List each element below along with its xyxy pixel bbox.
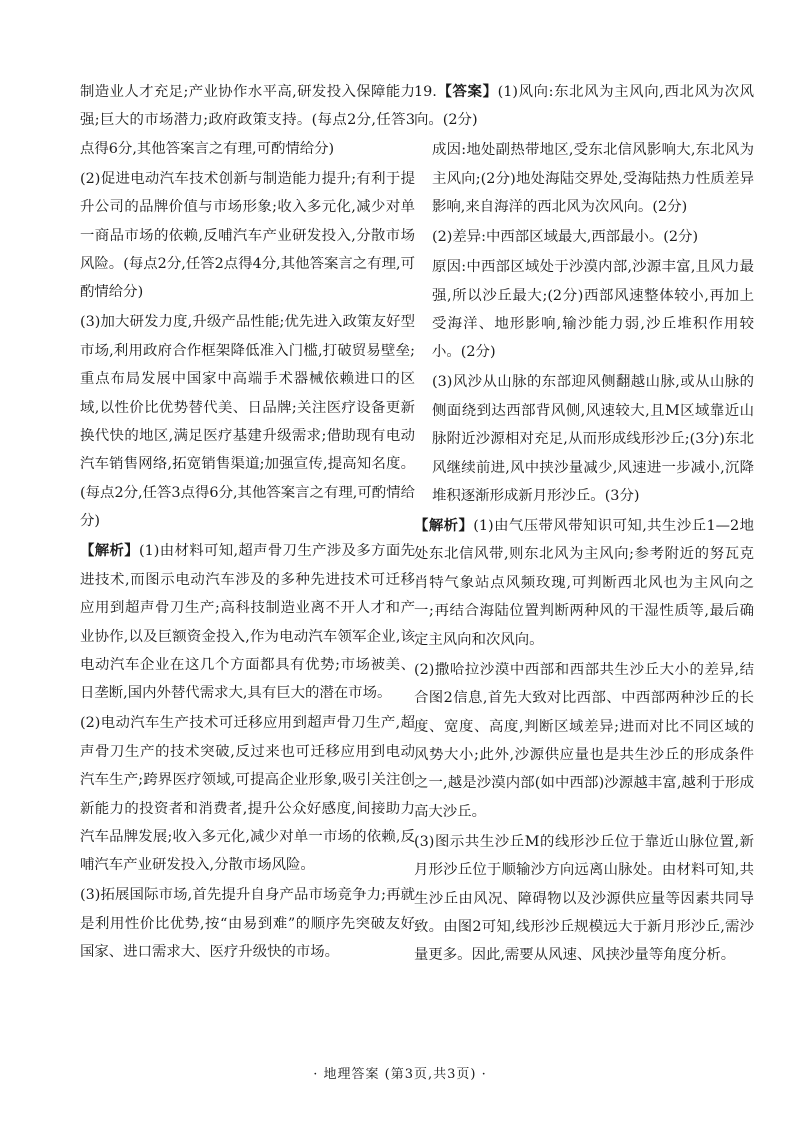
question-number: 19. xyxy=(414,84,437,100)
answer-paragraph: (3)加大研发力度,升级产品性能;优先进入政策友好型市场,利用政府合作框架降低准入门槛,打破贸易壁垒;重点布局发展中国家中高端手术器械依赖进口的区域,以性价比优势替代美、日品牌;关注医疗设备更新换代快的地区,满足医疗基建升级需求;借助现有电动汽车销售网络,拓宽销售渠道;加强宣传,提高知名度。(每点2分,任答3点得6分,其他答案言之有理,可酌情给分) xyxy=(80,314,415,530)
answer-text: (1)风向:东北风为主风向,西北风为次风向。(2分) xyxy=(414,84,754,129)
analysis-paragraph: (3)图示共生沙丘M的线形沙丘位于靠近山脉位置,新月形沙丘位于顺输沙方向远离山脉处。由材料可知,共生沙丘由风况、障碍物以及沙源供应量等因素共同导致。由图2可知,线形沙丘规模远大于新月形沙丘,需沙量更多。因此,需要从风速、风挟沙量等角度分析。 xyxy=(414,833,754,964)
analysis-text: (1)由材料可知,超声骨刀生产涉及多方面先进技术,而图示电动汽车涉及的多种先进技术可迁移应用到超声骨刀生产;高科技制造业离不开人才和产业协作,以及巨额资金投入,作为电动汽车领军企业,该电动汽车企业在这几个方面都具有优势;市场被美、日垄断,国内外替代需求大,具有巨大的潜在市场。 xyxy=(80,543,415,702)
answer-paragraph: (3)风沙从山脉的东部迎风侧翻越山脉,或从山脉的侧面绕到达西部背风侧,风速较大,且M区域靠近山脉附近沙源相对充足,从而形成线形沙丘;(3分)东北风继续前进,风中挟沙量减少,风速进一步减小,沉降堆积逐渐形成新月形沙丘。(3分) xyxy=(432,374,754,505)
analysis-tag: 【解析】 xyxy=(414,517,474,535)
page-footer: · 地理答案 (第3页,共3页) · xyxy=(313,1067,487,1082)
right-column xyxy=(414,78,754,971)
answer-tag: 【答案】 xyxy=(436,83,498,100)
analysis-paragraph xyxy=(414,512,754,654)
question-answer-heading xyxy=(414,78,754,135)
analysis-paragraph: (3)拓展国际市场,首先提升自身产品市场竞争力;再就是利用性价比优势,按“由易到难”的顺序先突破友好国家、进口需求大、医疗升级快的市场。 xyxy=(80,887,415,961)
answer-paragraph: 成因:地处副热带地区,受东北信风影响大,东北风为主风向;(2分)地处海陆交界处,受海陆热力性质差异影响,来自海洋的西北风为次风向。(2分) xyxy=(432,142,754,216)
answer-paragraph: (2)促进电动汽车技术创新与制造能力提升;有利于提升公司的品牌价值与市场形象;收入多元化,减少对单一商品市场的依赖,反哺汽车产业研发投入,分散市场风险。(每点2分,任答2点得4分,其他答案言之有理,可酌情给分) xyxy=(80,170,415,301)
analysis-paragraph xyxy=(80,537,415,707)
left-column xyxy=(80,78,415,968)
answer-paragraph: (2)差异:中西部区域最大,西部最小。(2分) xyxy=(432,229,699,246)
answer-paragraph: 制造业人才充足;产业协作水平高,研发投入保障能力强;巨大的市场潜力;政府政策支持。(每点2分,任答3点得6分,其他答案言之有理,可酌情给分) xyxy=(80,84,415,157)
analysis-paragraph: (2)电动汽车生产技术可迁移应用到超声骨刀生产,超声骨刀生产的技术突破,反过来也可迁移应用到电动汽车生产;跨界医疗领域,可提高企业形象,吸引关注创新能力的投资者和消费者,提升公众好感度,间接助力汽车品牌发展;收入多元化,减少对单一市场的依赖,反哺汽车产业研发投入,分散市场风险。 xyxy=(80,715,415,874)
answer-paragraph: 原因:中西部区域处于沙漠内部,沙源丰富,且风力最强,所以沙丘最大;(2分)西部风速整体较小,再加上受海洋、地形影响,输沙能力弱,沙丘堆积作用较小。(2分) xyxy=(432,259,754,361)
analysis-text: (1)由气压带风带知识可知,共生沙丘1—2地处东北信风带,则东北风为主风向;参考附近的努瓦克肖特气象站点风频玫瑰,可判断西北风也为主风向之一;再结合海陆位置判断两种风的干湿性质等,最后确定主风向和次风向。 xyxy=(414,518,754,648)
analysis-paragraph: (2)撒哈拉沙漠中西部和西部共生沙丘大小的差异,结合图2信息,首先大致对比西部、中西部两种沙丘的长度、宽度、高度,判断区域差异;进而对比不同区域的风势大小;此外,沙源供应量也是共生沙丘的形成条件之一,越是沙漠内部(如中西部)沙源越丰富,越利于形成高大沙丘。 xyxy=(414,661,754,820)
analysis-tag: 【解析】 xyxy=(80,542,139,560)
